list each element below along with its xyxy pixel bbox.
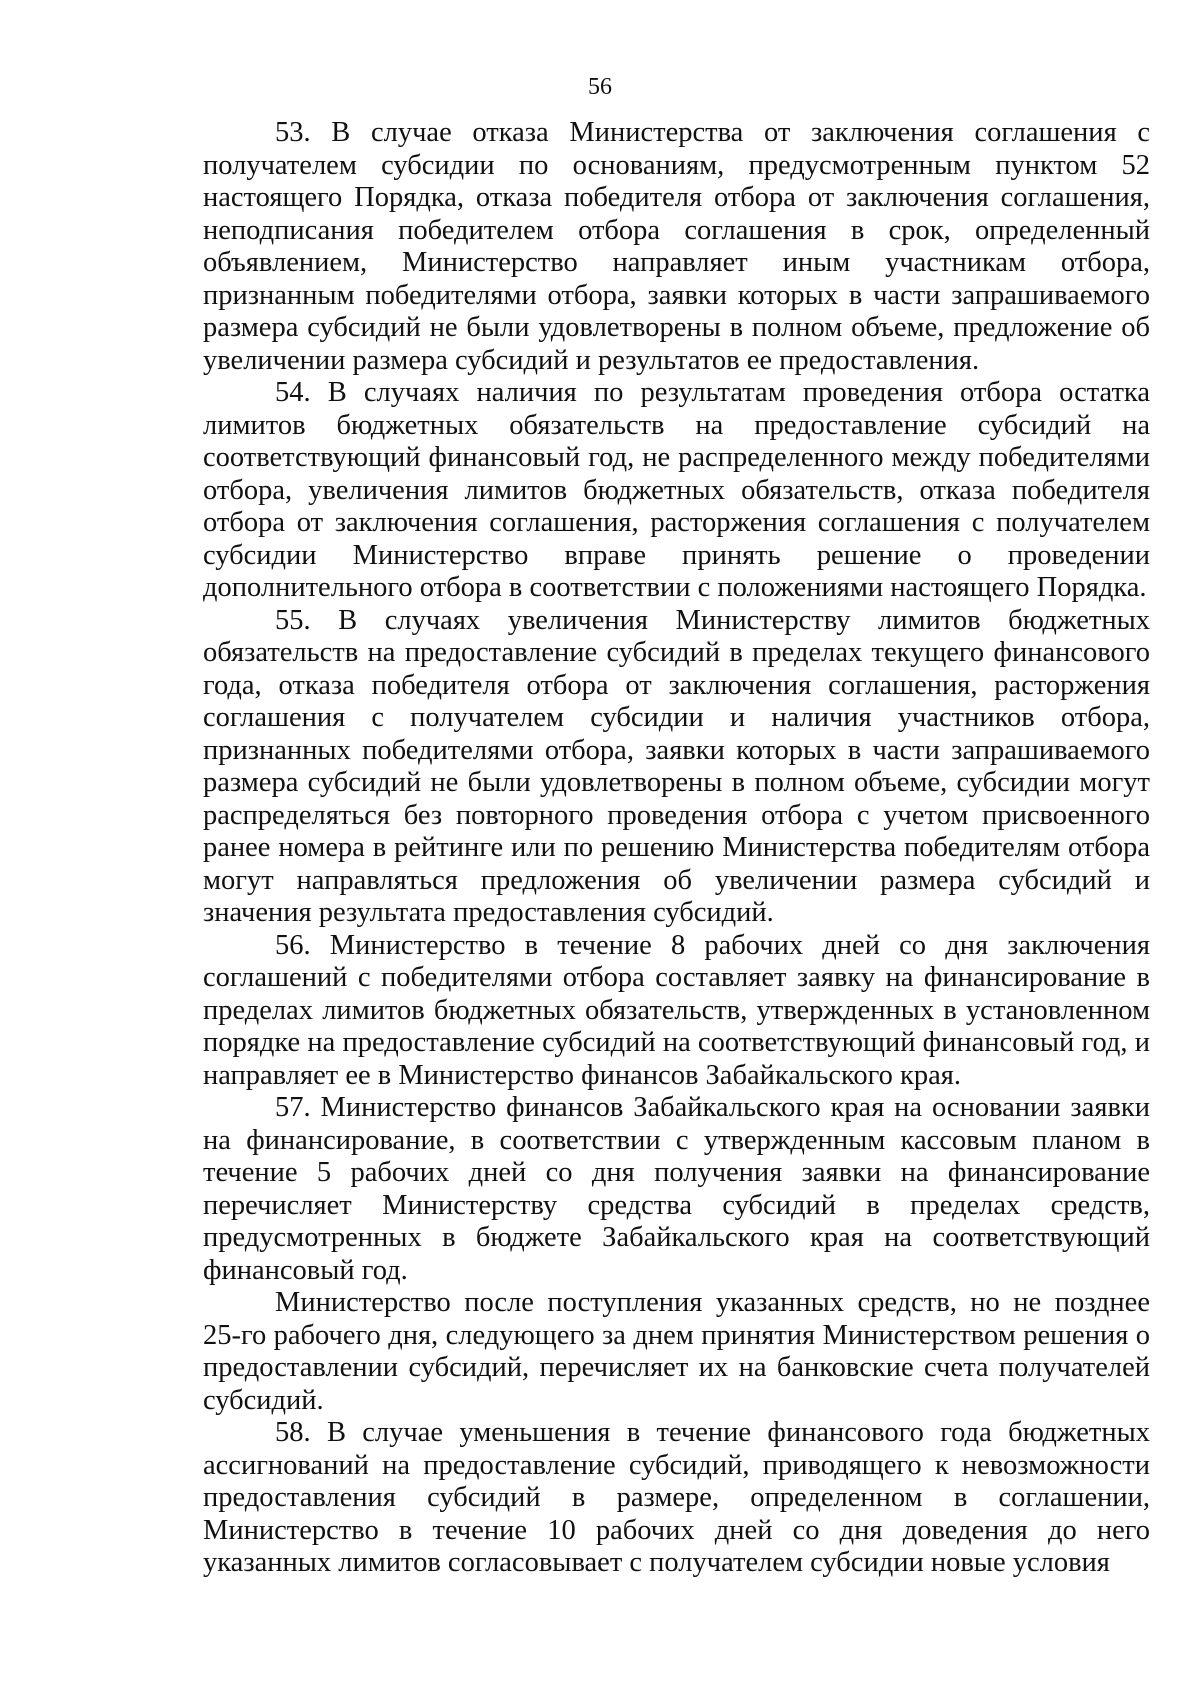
paragraph-54: 54. В случаях наличия по результатам проведения отбора остатка лимитов бюджетных обязательств на предоставление субсидий на соответствующий финансовый год, не распределенного между победителями отбора, увеличения лимитов бюджетных обязательств, отказа победителя отбора от заключения соглашения, расторжения соглашения с получателем субсидии Министерство вправе принять решение о проведении дополнительного отбора в соответствии с положениями настоящего Порядка.	[203, 377, 1150, 603]
page-number: 56	[588, 74, 612, 100]
document-body	[203, 117, 1150, 1580]
paragraph-57: 57. Министерство финансов Забайкальского края на основании заявки на финансирование, в соответствии с утвержденным кассовым планом в течение 5 рабочих дней со дня получения заявки на финансирование перечисляет Министерству средства субсидий в пределах средств, предусмотренных в бюджете Забайкальского края на соответствующий финансовый год.	[203, 1092, 1150, 1286]
paragraph-56: 56. Министерство в течение 8 рабочих дней со дня заключения соглашений с победителями отбора составляет заявку на финансирование в пределах лимитов бюджетных обязательств, утвержденных в установленном порядке на предоставление субсидий на соответствующий финансовый год, и направляет ее в Министерство финансов Забайкальского края.	[203, 929, 1150, 1091]
paragraph-55: 55. В случаях увеличения Министерству лимитов бюджетных обязательств на предоставление субсидий в пределах текущего финансового года, отказа победителя отбора от заключения соглашения, расторжения соглашения с получателем субсидии и наличия участников отбора, признанных победителями отбора, заявки которых в части запрашиваемого размера субсидий не были удовлетворены в полном объеме, субсидии могут распределяться без повторного проведения отбора с учетом присвоенного ранее номера в рейтинге или по решению Министерства победителям отбора могут направляться предложения об увеличении размера субсидий и значения результата предоставления субсидий.	[203, 604, 1150, 928]
paragraph-57-continuation: Министерство после поступления указанных средств, но не позднее 25-го рабочего дня, следующего за днем принятия Министерством решения о предоставлении субсидий, перечисляет их на банковские счета получателей субсидий.	[203, 1287, 1150, 1416]
paragraph-58: 58. В случае уменьшения в течение финансового года бюджетных ассигнований на предоставление субсидий, приводящего к невозможности предоставления субсидий в размере, определенном в соглашении, Министерство в течение 10 рабочих дней со дня доведения до него указанных лимитов согласовывает с получателем субсидии новые условия	[203, 1417, 1150, 1578]
paragraph-53: 53. В случае отказа Министерства от заключения соглашения с получателем субсидии по основаниям, предусмотренным пунктом 52 настоящего Порядка, отказа победителя отбора от заключения соглашения, неподписания победителем отбора соглашения в срок, определенный объявлением, Министерство направляет иным участникам отбора, признанным победителями отбора, заявки которых в части запрашиваемого размера субсидий не были удовлетворены в полном объеме, предложение об увеличении размера субсидий и результатов ее предоставления.	[203, 117, 1150, 376]
